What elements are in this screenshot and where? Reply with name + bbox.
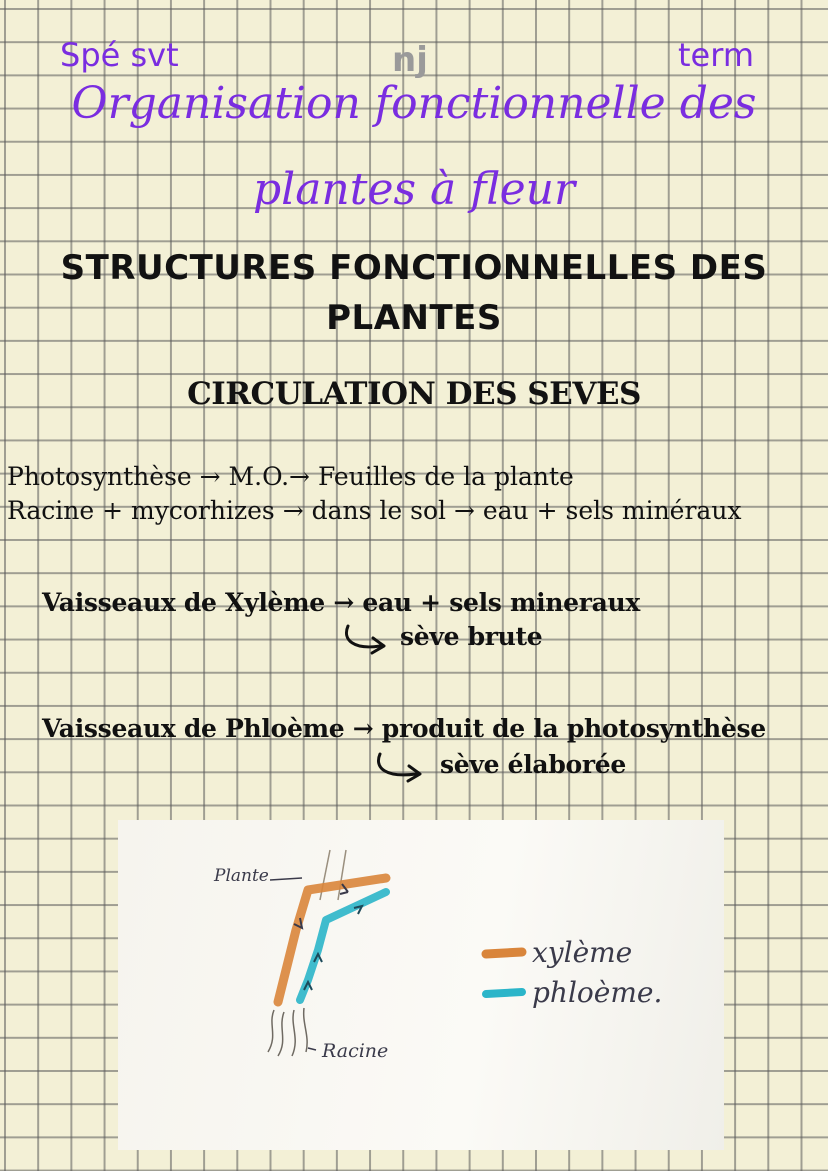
phloem-result: sève élaborée bbox=[440, 750, 626, 779]
sketch-label-plant: Plante bbox=[214, 866, 269, 886]
curved-arrow-icon bbox=[340, 622, 394, 656]
watermark: nj bbox=[392, 40, 428, 80]
section-heading-line2: PLANTES bbox=[326, 298, 502, 338]
legend-label-xylem: xylème bbox=[532, 936, 633, 969]
xylem-result: sève brute bbox=[400, 622, 543, 651]
legend-swatch-phloem bbox=[486, 992, 522, 994]
phloem-line: Vaisseaux de Phloème → produit de la photosynthèse bbox=[42, 714, 766, 743]
sketch-photo bbox=[118, 820, 724, 1150]
xylem-line: Vaisseaux de Xylème → eau + sels mineraux bbox=[42, 588, 641, 617]
page-title-line2: plantes à fleur bbox=[252, 164, 576, 215]
header-left: Spé svt bbox=[60, 36, 179, 74]
header-right: term bbox=[678, 36, 754, 74]
sketch-label-root: Racine bbox=[322, 1040, 389, 1062]
section-heading-line1: STRUCTURES FONCTIONNELLES DES bbox=[60, 248, 768, 288]
legend-swatch-xylem bbox=[486, 952, 522, 954]
body-line-roots: Racine + mycorhizes → dans le sol → eau + sels minéraux bbox=[7, 496, 742, 525]
page-title-line1: Organisation fonctionnelle des bbox=[71, 78, 757, 129]
curved-arrow-icon bbox=[372, 750, 434, 784]
legend-label-phloem: phloème. bbox=[532, 976, 663, 1009]
body-line-photosynthesis: Photosynthèse → M.O.→ Feuilles de la plante bbox=[7, 462, 574, 491]
subsection-heading: CIRCULATION DES SEVES bbox=[187, 376, 641, 412]
